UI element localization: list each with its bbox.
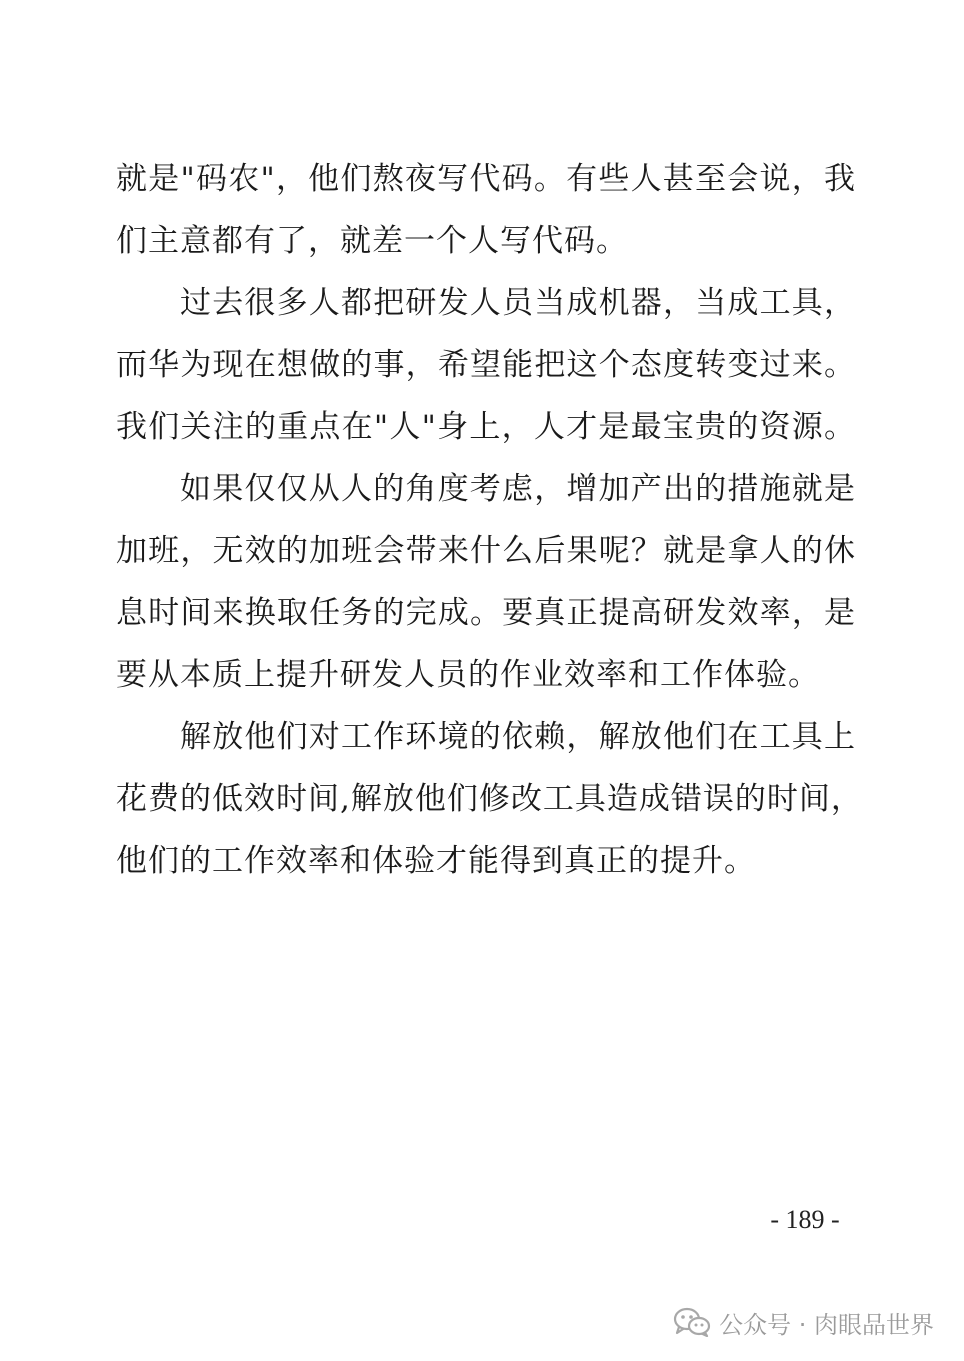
text-line: 息时间来换取任务的完成。要真正提高研发效率，是 bbox=[116, 595, 856, 631]
text-line: 要从本质上提升研发人员的作业效率和工作体验。 bbox=[116, 657, 820, 693]
text-line: 解放他们对工作环境的依赖，解放他们在工具上 bbox=[180, 719, 856, 755]
wechat-icon bbox=[673, 1307, 711, 1337]
text-line: 加班，无效的加班会带来什么后果呢？就是拿人的休 bbox=[116, 533, 856, 569]
text-line: 而华为现在想做的事，希望能把这个态度转变过来。 bbox=[116, 347, 856, 383]
page-number: - 189 - bbox=[770, 1205, 840, 1234]
text-line: 就是"码农"，他们熬夜写代码。有些人甚至会说，我 bbox=[116, 161, 856, 197]
text-line: 他们的工作效率和体验才能得到真正的提升。 bbox=[116, 843, 756, 879]
watermark bbox=[673, 1302, 934, 1342]
text-line: 我们关注的重点在"人"身上，人才是最宝贵的资源。 bbox=[116, 409, 856, 445]
text-line: 花费的低效时间,解放他们修改工具造成错误的时间， bbox=[116, 781, 863, 817]
text-line: 如果仅仅从人的角度考虑，增加产出的措施就是 bbox=[180, 471, 856, 507]
watermark-text: 公众号 · 肉眼品世界 bbox=[719, 1310, 934, 1339]
text-line: 过去很多人都把研发人员当成机器，当成工具， bbox=[180, 285, 856, 321]
text-line: 们主意都有了，就差一个人写代码。 bbox=[116, 223, 628, 259]
document-body bbox=[116, 148, 863, 892]
